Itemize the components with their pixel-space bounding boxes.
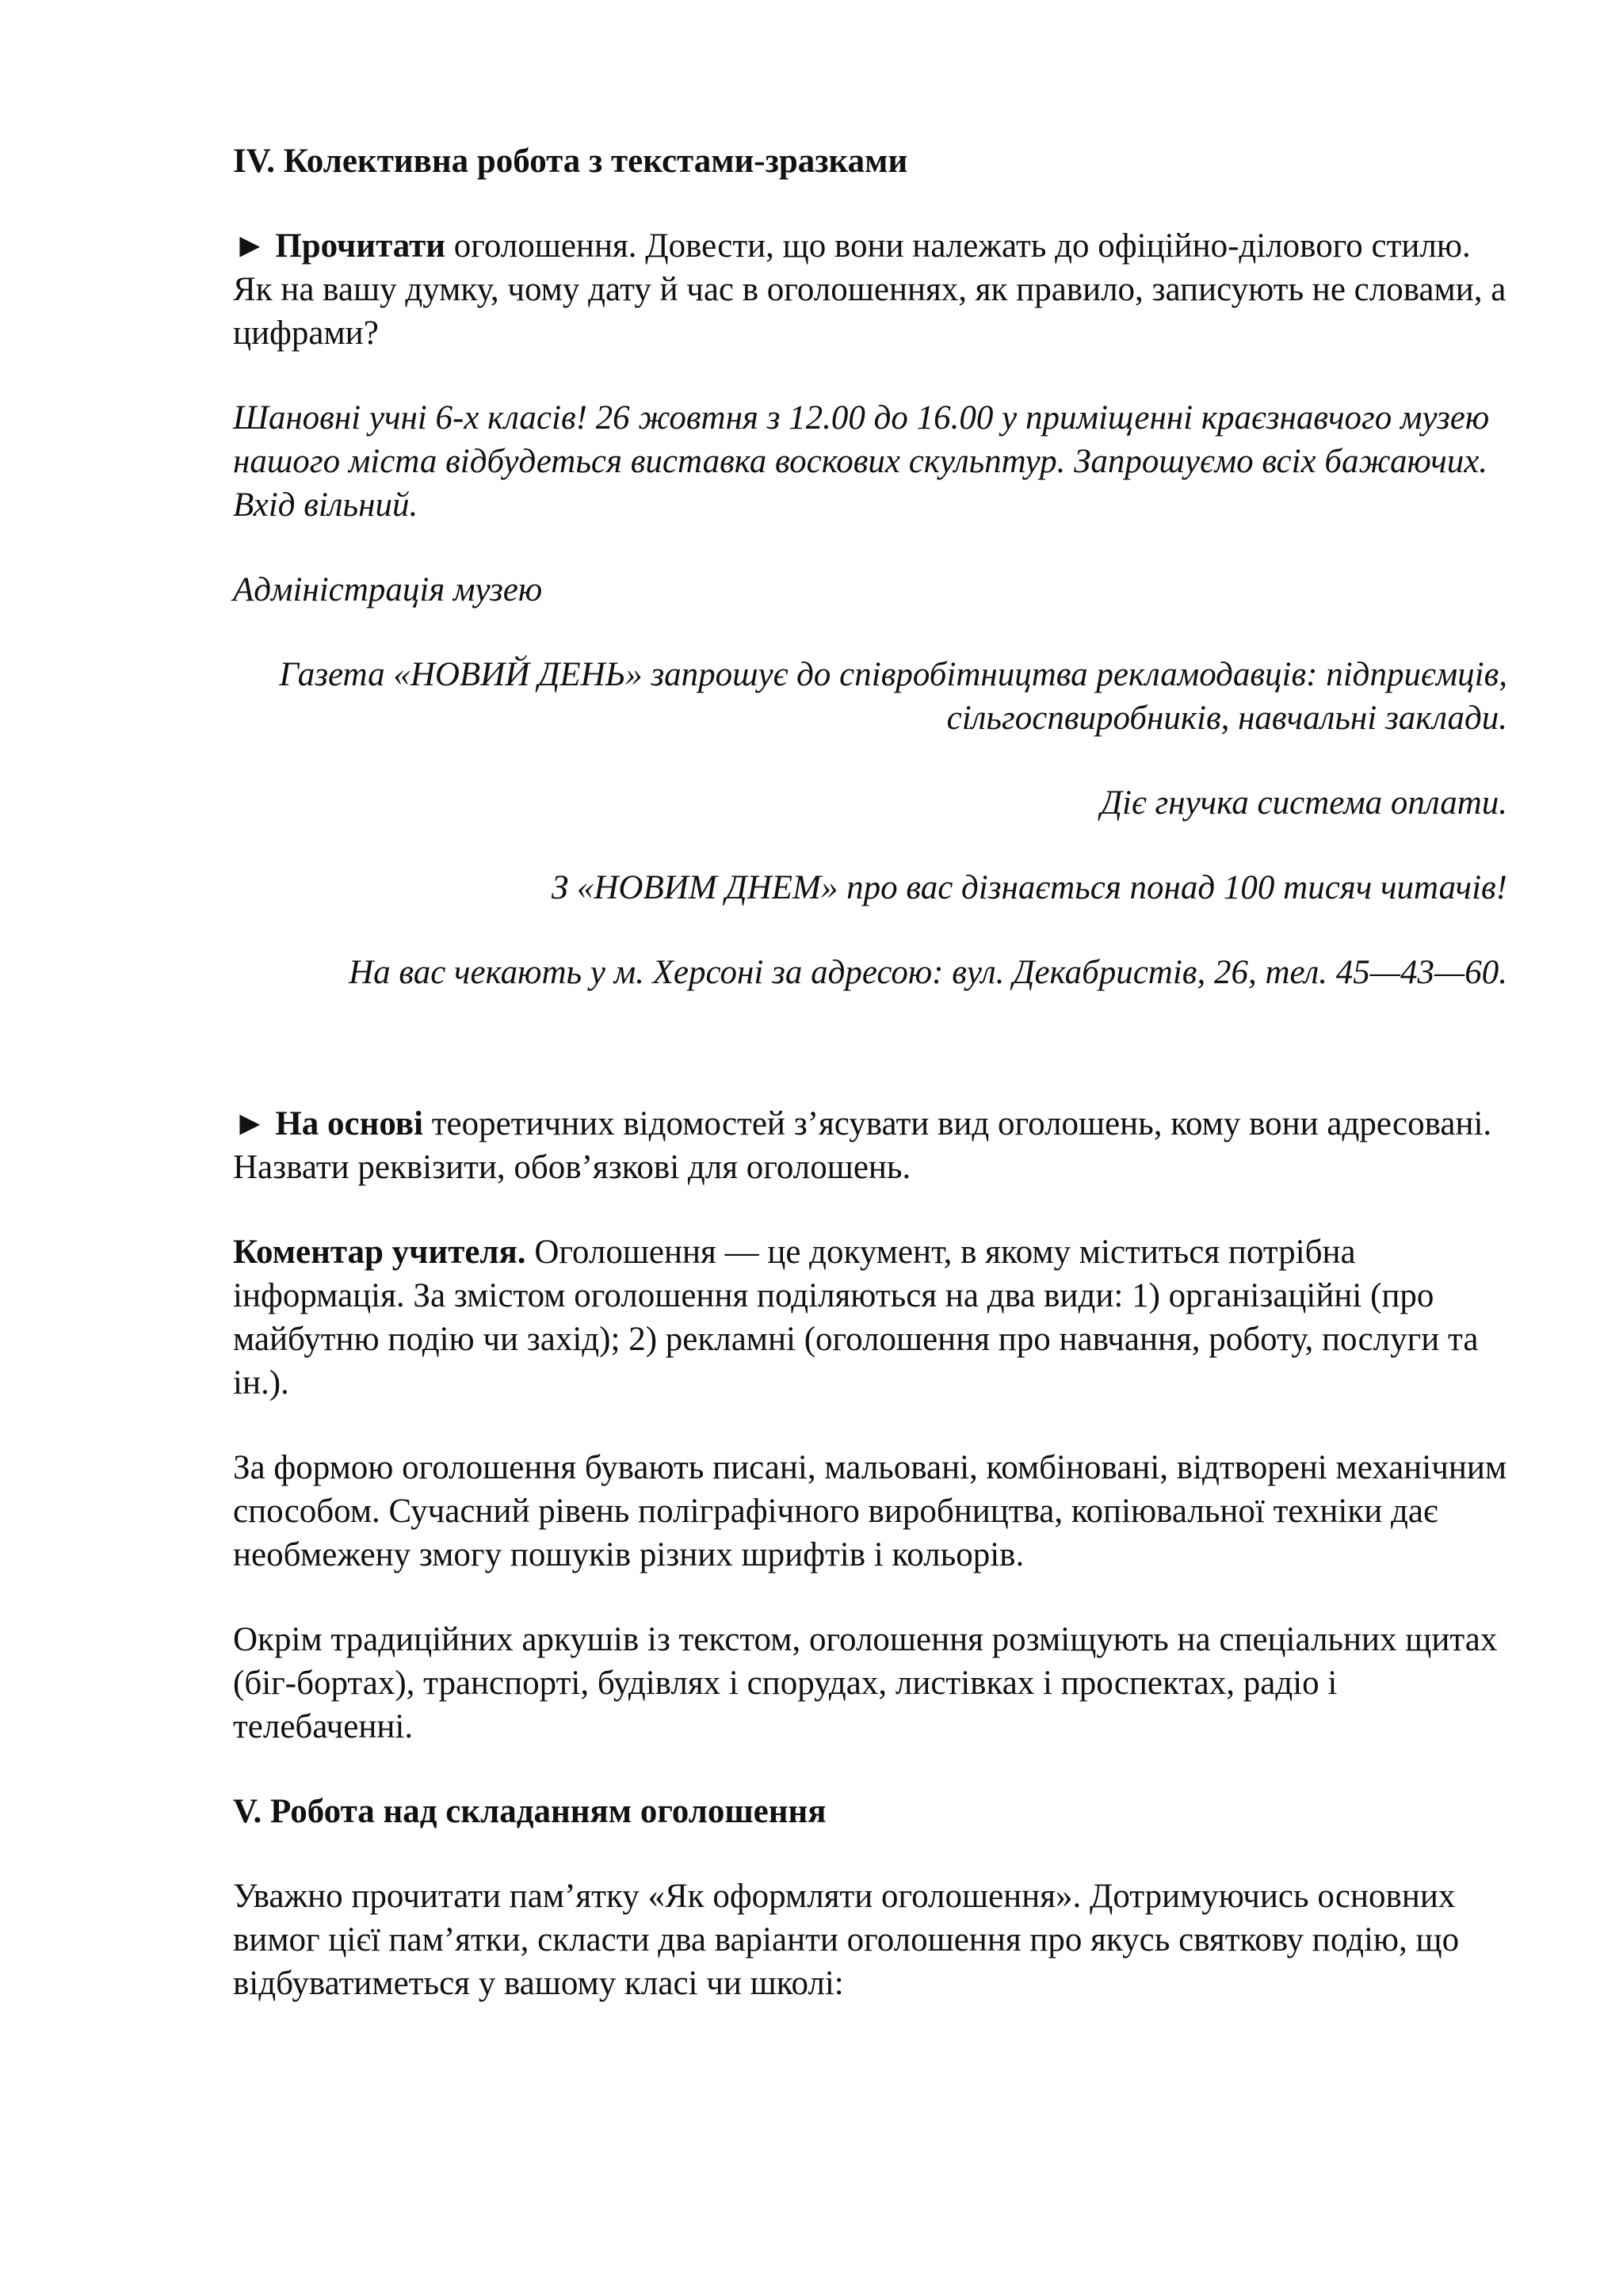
sample-1-signature: Адміністрація музею: [233, 571, 543, 608]
sample-2-line-2: Діє гнучка система оплати.: [1100, 784, 1507, 822]
teacher-comment-lead: Коментар учителя.: [233, 1234, 526, 1271]
sample-1-announcement: Шановні учні 6-х класів! 26 жовтня з 12.00 до 16.00 у приміщенні краєзнавчого музею нашого міста відбудеться виставка воскових скульптур. Запрошуємо всіх бажаючих. Вхід вільний.: [233, 399, 1490, 524]
document-page: [233, 139, 1507, 2005]
teacher-comment-text: Оголошення — це документ, в якому міститься потрібна інформація. За змістом оголошення поділяються на два види: 1) організаційні (про майбутню подію чи захід); 2) рекламні (оголошення про навчання, роботу, послуги та ін.).: [233, 1234, 1479, 1402]
task-1-lead: Прочитати: [275, 227, 446, 265]
task-2-lead: На основі: [275, 1105, 423, 1142]
sample-2-line-1: Газета «НОВИЙ ДЕНЬ» запрошує до співробітництва рекламодавців: підприємців, сільгоспвиробників, навчальні заклади.: [279, 656, 1507, 737]
teacher-comment-paragraph: [233, 1230, 1507, 1405]
section-4-heading: IV. Колективна робота з текстами-зразками: [233, 143, 908, 180]
placement-paragraph: Окрім традиційних аркушів із текстом, оголошення розміщують на спеціальних щитах (біг-бортах), транспорті, будівлях і спорудах, листівках і проспектах, радіо і телебаченні.: [233, 1621, 1498, 1745]
task-1-marker: ►: [233, 227, 267, 265]
task-2-text: теоретичних відомостей з’ясувати вид оголошень, кому вони адресовані. Назвати реквізити, обов’язкові для оголошень.: [233, 1105, 1492, 1186]
task-2-paragraph: [233, 1102, 1507, 1189]
task-2-marker: ►: [233, 1105, 267, 1142]
sample-2-line-4: На вас чекають у м. Херсоні за адресою: вул. Декабристів, 26, тел. 45—43—60.: [349, 954, 1507, 991]
section-5-paragraph: Уважно прочитати пам’ятку «Як оформляти оголошення». Дотримуючись основних вимог цієї пам’ятки, скласти два варіанти оголошення про якусь святкову подію, що відбуватиметься у вашому класі чи школі:: [233, 1878, 1460, 2002]
sample-2-line-3: З «НОВИМ ДНЕМ» про вас дізнається понад 100 тисяч читачів!: [551, 869, 1507, 906]
task-1-paragraph: [233, 224, 1507, 355]
section-5-heading: V. Робота над складанням оголошення: [233, 1793, 827, 1830]
task-1-text: оголошення. Довести, що вони належать до офіційно-ділового стилю. Як на вашу думку, чому дату й час в оголошеннях, як правило, записують не словами, а цифрами?: [233, 227, 1507, 352]
form-paragraph: За формою оголошення бувають писані, мальовані, комбіновані, відтворені механічним способом. Сучасний рівень поліграфічного виробництва, копіювальної техніки дає необмежену змогу пошуків різних шрифтів і кольорів.: [233, 1449, 1507, 1573]
